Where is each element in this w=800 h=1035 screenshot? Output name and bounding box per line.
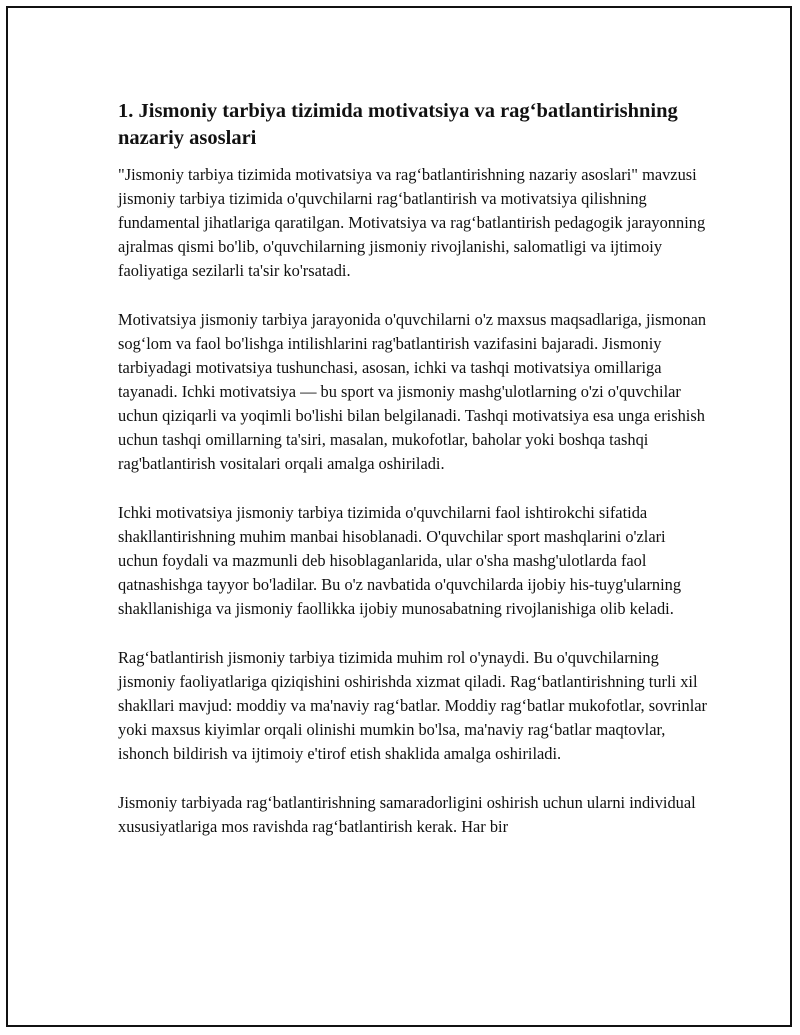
page-frame [6,6,792,1027]
section-heading: 1. Jismoniy tarbiya tizimida motivatsiya va rag‘batlantirishning nazariy asoslari [118,100,678,149]
paragraph-1: "Jismoniy tarbiya tizimida motivatsiya va rag‘batlantirishning nazariy asoslari" mavzusi jismoniy tarbiya tizimida o'quvchilarni rag‘batlantirish va motivatsiya qilishning fundamental jihatlariga qaratilgan. Motivatsiya va rag‘batlantirish pedagogik jarayonning ajralmas qismi bo'lib, o'quvchilarning jismoniy rivojlanishi, salomatligi va ijtimoiy faoliyatiga sezilarli ta'sir ko'rsatadi. [118,165,706,280]
paragraph-3: Ichki motivatsiya jismoniy tarbiya tizimida o'quvchilarni faol ishtirokchi sifatida shakllantirishning muhim manbai hisoblanadi. O'quvchilar sport mashqlarini o'zlari uchun foydali va mazmunli deb hisoblaganlarida, ular o'sha mashg'ulotlarda faol qatnashishga tayyor bo'ladilar. Bu o'z navbatida o'quvchilarda ijobiy his-tuyg'ularning shakllanishiga va jismoniy faollikka ijobiy munosabatning rivojlanishiga olib keladi. [118,503,682,618]
document-body [118,98,708,839]
paragraph-5: Jismoniy tarbiyada rag‘batlantirishning samaradorligini oshirish uchun ularni individual xususiyatlariga mos ravishda rag‘batlantirish kerak. Har bir [118,793,696,836]
paragraph-4: Rag‘batlantirish jismoniy tarbiya tizimida muhim rol o'ynaydi. Bu o'quvchilarning jismoniy faoliyatlariga qiziqishini oshirishda xizmat qiladi. Rag‘batlantirishning turli xil shakllari mavjud: moddiy va ma'naviy rag‘batlar. Moddiy rag‘batlar mukofotlar, sovrinlar yoki maxsus kiyimlar orqali olinishi mumkin bo'lsa, ma'naviy rag‘batlar maqtovlar, ishonch bildirish va ijtimoiy e'tirof etish shaklida amalga oshiriladi. [118,648,708,763]
paragraph-2: Motivatsiya jismoniy tarbiya jarayonida o'quvchilarni o'z maxsus maqsadlariga, jismonan sog‘lom va faol bo'lishga intilishlarini rag'batlantirish vazifasini bajaradi. Jismoniy tarbiyadagi motivatsiya tushunchasi, asosan, ichki va tashqi motivatsiya omillariga tayanadi. Ichki motivatsiya — bu sport va jismoniy mashg'ulotlarning o'zi o'quvchilar uchun qiziqarli va yoqimli bo'lishi bilan belgilanadi. Tashqi motivatsiya esa unga erishish uchun tashqi omillarning ta'siri, masalan, mukofotlar, baholar yoki boshqa tashqi rag'batlantirish vositalari orqali amalga oshiriladi. [118,310,707,473]
